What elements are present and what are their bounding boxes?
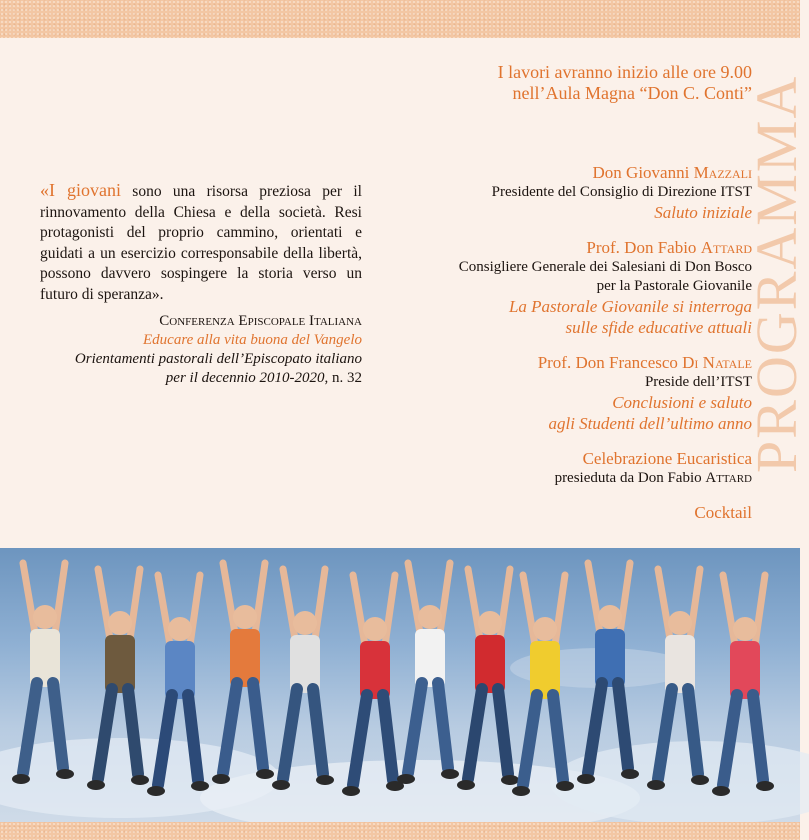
speaker-role: Presidente del Consiglio di Direzione ITST — [491, 184, 752, 200]
talk-title: Conclusioni e saluto — [612, 393, 752, 412]
celebration-title: Celebrazione Eucaristica — [582, 449, 752, 468]
talk-title-line2: sulle sfide educative attuali — [565, 318, 752, 337]
speaker-attard — [352, 238, 752, 338]
quote-lead: «I giovani — [40, 180, 121, 200]
start-time: I lavori avranno inizio alle ore 9.00 — [497, 62, 752, 82]
talk-title-line2: agli Studenti dell’ultimo anno — [548, 414, 752, 433]
cocktail-item: Cocktail — [694, 503, 752, 522]
source-organization: Conferenza Episcopale Italiana — [159, 313, 362, 329]
talk-title: Saluto iniziale — [654, 203, 752, 222]
speaker-role: Preside dell’ITST — [644, 374, 752, 390]
top-decorative-band — [0, 0, 800, 38]
speaker-role-line2: per la Pastorale Giovanile — [596, 278, 752, 294]
celebration-presider: presieduta da Don Fabio Attard — [554, 470, 752, 486]
program-schedule — [352, 62, 752, 522]
photo-illustration — [0, 548, 800, 822]
quote-block — [40, 180, 362, 305]
talk-title: La Pastorale Giovanile si interroga — [508, 297, 752, 316]
jumping-person — [457, 569, 519, 790]
quote-body: sono una risorsa preziosa per il rinnovamento della Chiesa e della società. Resi protagonisti del proprio cammino, orientati e guidati a un esercizio corresponsabile della libertà, possono davvero sospingere la storia verso un futuro di speranza». — [40, 183, 362, 303]
jumping-person — [272, 569, 334, 790]
start-info — [352, 62, 752, 104]
jumping-person — [397, 563, 459, 784]
speaker-name: Prof. Don Fabio Attard — [586, 238, 752, 257]
jumping-youth-photo — [0, 548, 800, 822]
quote-source — [40, 312, 362, 388]
bottom-decorative-band — [0, 822, 800, 840]
start-location: nell’Aula Magna “Don C. Conti” — [512, 83, 752, 103]
celebration — [352, 449, 752, 488]
programma-vertical-title: PROGRAMMA — [744, 74, 809, 473]
speaker-role: Consigliere Generale dei Salesiani di Don Bosco — [458, 259, 752, 275]
speaker-mazzali — [352, 163, 752, 223]
speaker-di-natale — [352, 353, 752, 434]
source-subtitle: Orientamenti pastorali dell’Episcopato italiano — [74, 351, 362, 367]
source-book-title: Educare alla vita buona del Vangelo — [143, 332, 362, 348]
jumping-person — [212, 563, 274, 784]
source-reference: per il decennio 2010-2020, n. 32 — [165, 370, 362, 386]
speaker-name: Don Giovanni Mazzali — [592, 163, 752, 182]
speaker-name: Prof. Don Francesco Di Natale — [537, 353, 752, 372]
